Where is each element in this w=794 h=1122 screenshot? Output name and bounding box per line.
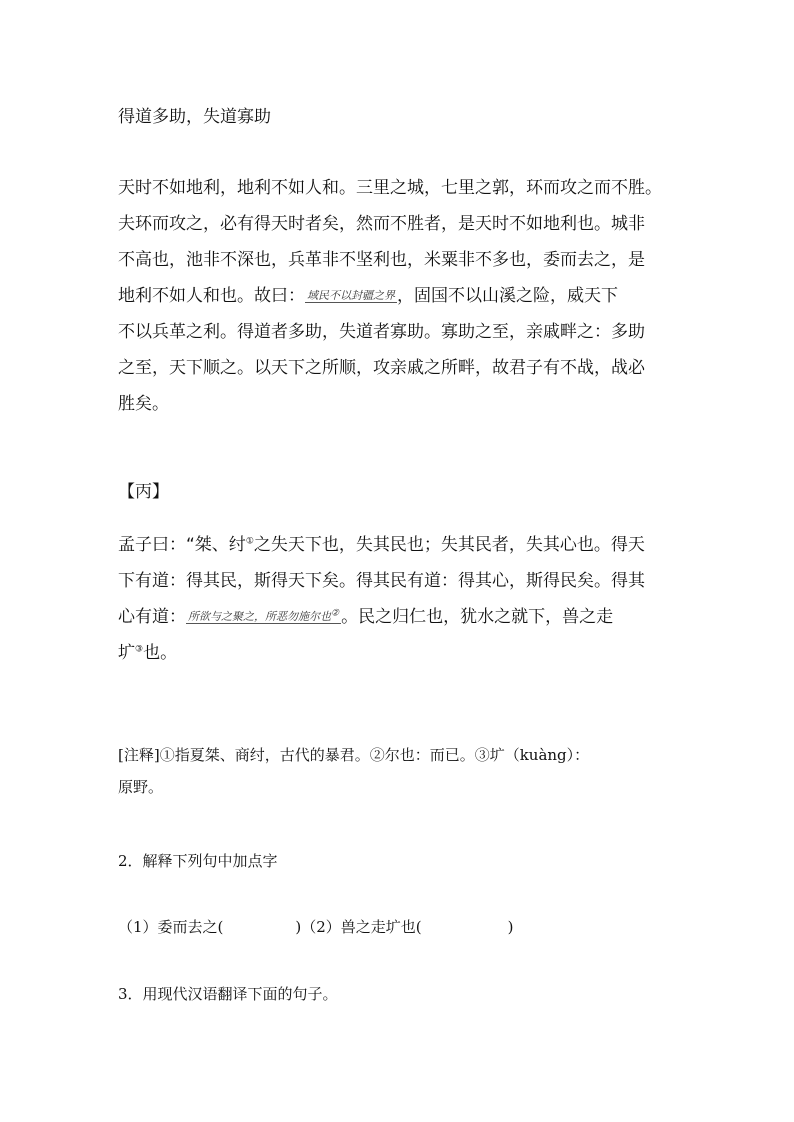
footnote-marker: ③ — [135, 644, 144, 655]
passage-text: 孟子曰：“桀、纣 — [118, 535, 246, 555]
handwritten-underlined-phrase — [186, 610, 341, 624]
passage-line: 天时不如地利，地利不如人和。三里之城，七里之郭，环而攻之而不胜。 — [118, 178, 662, 198]
passage-line: 胜矣。 — [118, 394, 169, 414]
passage-bing — [118, 527, 688, 671]
notes-line: 原野。 — [118, 778, 164, 796]
passage-text: 。民之归仁也，犹水之就下，兽之走 — [341, 607, 614, 627]
passage-text: 心有道： — [118, 607, 186, 627]
question-2-items — [118, 913, 514, 941]
passage-line: 下有道：得其民，斯得天下矣。得其民有道：得其心，斯得民矣。得其 — [118, 571, 645, 591]
footnote-marker: ① — [245, 536, 254, 547]
question-3-label: 3．用现代汉语翻译下面的句子。 — [118, 985, 338, 1003]
passage-line: 夫环而攻之，必有得天时者矣，然而不胜者，是天时不如地利也。城非 — [118, 214, 645, 234]
question-2-item-1: （1）委而去之( — [118, 918, 224, 936]
passage-line: 之至，天下顺之。以天下之所顺，攻亲戚之所畔，故君子有不战，战必 — [118, 358, 645, 378]
passage-text: 之失天下也，失其民也；失其民者，失其心也。得天 — [253, 535, 645, 555]
passage-text: ，固国不以山溪之险，威天下 — [397, 286, 618, 306]
passage-line: 不高也，池非不深也，兵革非不坚利也，米粟非不多也，委而去之，是 — [118, 250, 645, 270]
passage-line — [118, 635, 688, 671]
passage-line — [118, 599, 688, 635]
passage-text: 也。 — [143, 643, 178, 663]
passage-line — [118, 527, 688, 563]
passage-text: 圹 — [118, 643, 135, 663]
passage-title: 得道多助，失道寡助 — [118, 107, 271, 127]
passage-yi — [118, 170, 688, 422]
passage-line: 不以兵革之利。得道者多助，失道者寡助。寡助之至，亲戚畔之：多助 — [118, 322, 645, 342]
annotation-notes — [118, 739, 688, 803]
handwritten-text: 所欲与之聚之，所恶勿施尔也 — [188, 610, 331, 623]
footnote-marker: ② — [331, 608, 340, 619]
passage-text: 地利不如人和也。故曰： — [118, 286, 305, 306]
notes-line: [注释]①指夏桀、商纣，古代的暴君。②尔也：而已。③圹（kuàng）： — [118, 746, 590, 764]
handwritten-underlined-phrase: 域民不以封疆之界 — [307, 289, 395, 302]
passage-line — [118, 278, 688, 314]
question-2-close-paren: ) — [507, 918, 514, 936]
question-2-label: 2．解释下列句中加点字 — [118, 852, 278, 870]
question-2-item-2: )（2）兽之走圹也( — [295, 918, 422, 936]
section-label-bing: 【丙】 — [118, 482, 169, 502]
